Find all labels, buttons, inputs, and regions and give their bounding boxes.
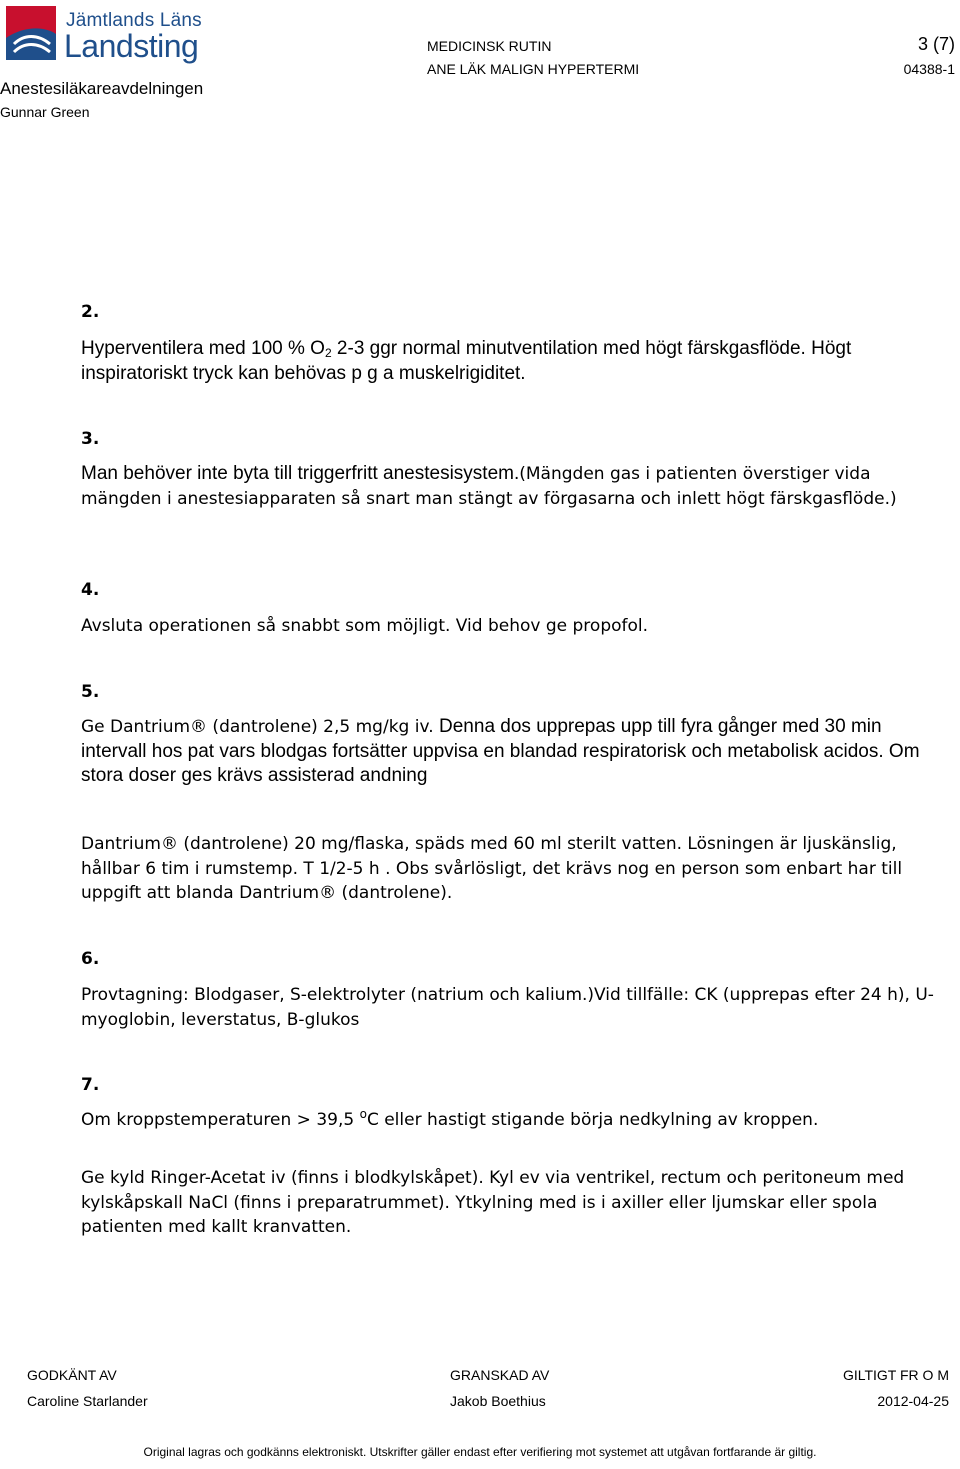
approved-by-label: GODKÄNT AV (27, 1367, 117, 1383)
section-number: 6. (81, 949, 100, 969)
valid-from-label: GILTIGT FR O M (842, 1367, 949, 1383)
section-number: 3. (81, 429, 100, 449)
page-number: 3 (7) (917, 34, 955, 54)
section-number: 7. (81, 1075, 100, 1095)
section-paragraph (81, 715, 941, 789)
document-type: MEDICINSK RUTIN (427, 38, 552, 54)
section-paragraph: Provtagning: Blodgaser, S-elektrolyter (natrium och kalium.)Vid tillfälle: CK (upprepas efter 24 h), U-myoglobin, leverstatus, B-glukos (81, 985, 934, 1030)
subscript-text: 2 (324, 346, 332, 360)
section-paragraph (81, 462, 941, 511)
paragraph-text: 2-3 ggr normal minutventilation med högt färskgasflöde. Högt inspiratoriskt tryck kan behövas p g a muskelrigiditet. (81, 338, 852, 384)
paragraph-text: Man behöver inte byta till triggerfritt anestesisystem. (81, 463, 520, 484)
logo-text-region: Jämtlands Läns (66, 10, 202, 31)
section-number: 4. (81, 580, 100, 600)
superscript-text: o (359, 1107, 367, 1121)
valid-from-date: 2012-04-25 (877, 1393, 949, 1409)
footer-note: Original lagras och godkänns elektroniskt. Utskrifter gäller endast efter verifiering mot systemet att utgåvan fortfarande är giltig. (143, 1445, 817, 1459)
section-number: 5. (81, 682, 100, 702)
paragraph-text: (Mängden gas i patienten överstiger vida mängden i anestesiapparaten så snart man stängt av förgasarna och inlett högt färskgasflöde.) (81, 464, 897, 509)
author: Gunnar Green (0, 104, 90, 120)
section-paragraph: Avsluta operationen så snabbt som möjligt. Vid behov ge propofol. (81, 616, 649, 636)
section-number: 2. (81, 302, 100, 322)
logo-text-name: Landsting (64, 28, 199, 64)
paragraph-text: Hyperventilera med 100 % O (81, 338, 325, 359)
section-paragraph: Ge kyld Ringer-Acetat iv (finns i blodkylskåpet). Kyl ev via ventrikel, rectum och peritoneum med kylskåpskall NaCl (finns i preparatrummet). Ytkylning med is i axiller eller ljumskar eller spola patienten med kallt kranvatten. (81, 1168, 905, 1237)
paragraph-text: Om kroppstemperaturen > 39,5 (81, 1110, 360, 1130)
section-paragraph: Dantrium® (dantrolene) 20 mg/flaska, späds med 60 ml sterilt vatten. Lösningen är ljuskänslig, hållbar 6 tim i rumstemp. T 1/2-5 h . Obs svårlösligt, det krävs nog en person som enbart har till uppgift att blanda Dantrium® (dantrolene). (81, 834, 903, 903)
reviewed-by-label: GRANSKAD AV (450, 1367, 550, 1383)
paragraph-text: Ge Dantrium® (dantrolene) 2,5 mg/kg iv. (81, 717, 440, 737)
reviewed-by-name: Jakob Boethius (450, 1393, 546, 1409)
document-title: ANE LÄK MALIGN HYPERTERMI (427, 61, 640, 77)
document-number: 04388-1 (903, 61, 955, 77)
landsting-logo (4, 4, 204, 68)
department: Anestesiläkareavdelningen (0, 79, 204, 98)
paragraph-text: C eller hastigt stigande börja nedkylning av kroppen. (366, 1110, 819, 1130)
approved-by-name: Caroline Starlander (27, 1393, 148, 1409)
section-paragraph (81, 1108, 941, 1133)
landsting-emblem-icon (4, 4, 60, 64)
paragraph-text: Denna dos upprepas upp till fyra gånger med 30 min intervall hos pat vars blodgas fortsätter uppvisa en blandad respiratorisk och metabolisk acidos. Om stora doser ges krävs assisterad andning (81, 716, 920, 786)
section-paragraph (81, 337, 941, 386)
